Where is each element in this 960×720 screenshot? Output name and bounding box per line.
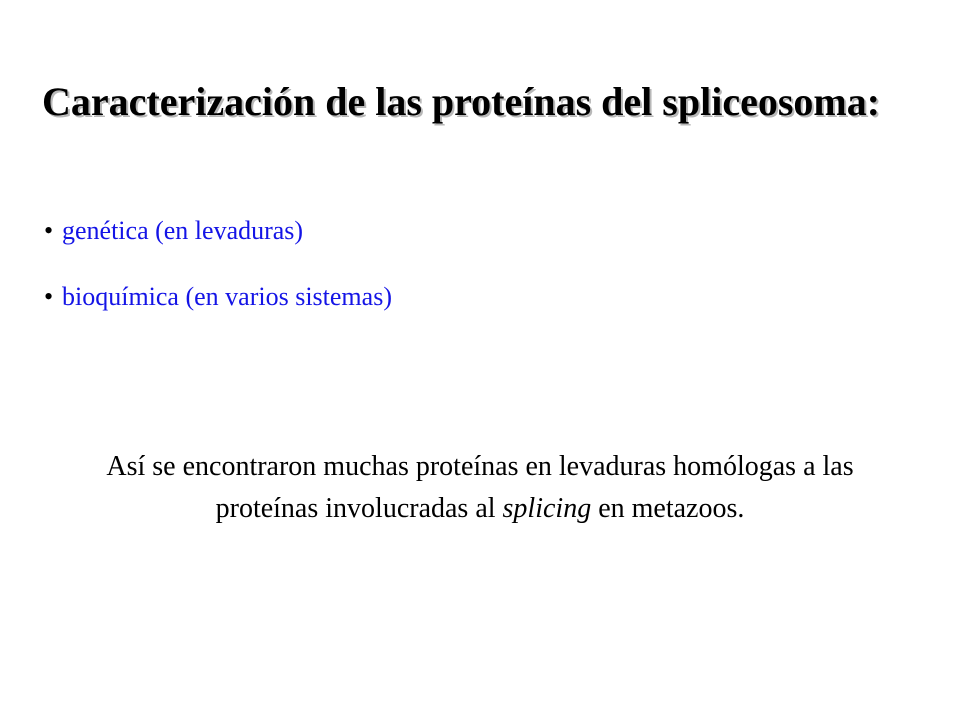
bullet-item-genetica xyxy=(44,214,392,248)
bullet-marker: • xyxy=(44,216,54,245)
bullet-list xyxy=(44,214,392,346)
bullet-text: genética (en levaduras) xyxy=(62,216,304,245)
bullet-marker: • xyxy=(44,282,54,311)
bullet-item-bioquimica xyxy=(44,280,392,314)
body-paragraph xyxy=(60,446,900,530)
body-text-before: Así se encontraron muchas proteínas en levaduras homólogas a las proteínas involucradas al xyxy=(106,451,854,524)
body-text-after: en metazoos. xyxy=(591,493,745,524)
slide-title: Caracterización de las proteínas del spliceosoma: xyxy=(42,79,881,124)
body-text-emphasis: splicing xyxy=(502,493,592,524)
bullet-text: bioquímica (en varios sistemas) xyxy=(62,282,392,311)
